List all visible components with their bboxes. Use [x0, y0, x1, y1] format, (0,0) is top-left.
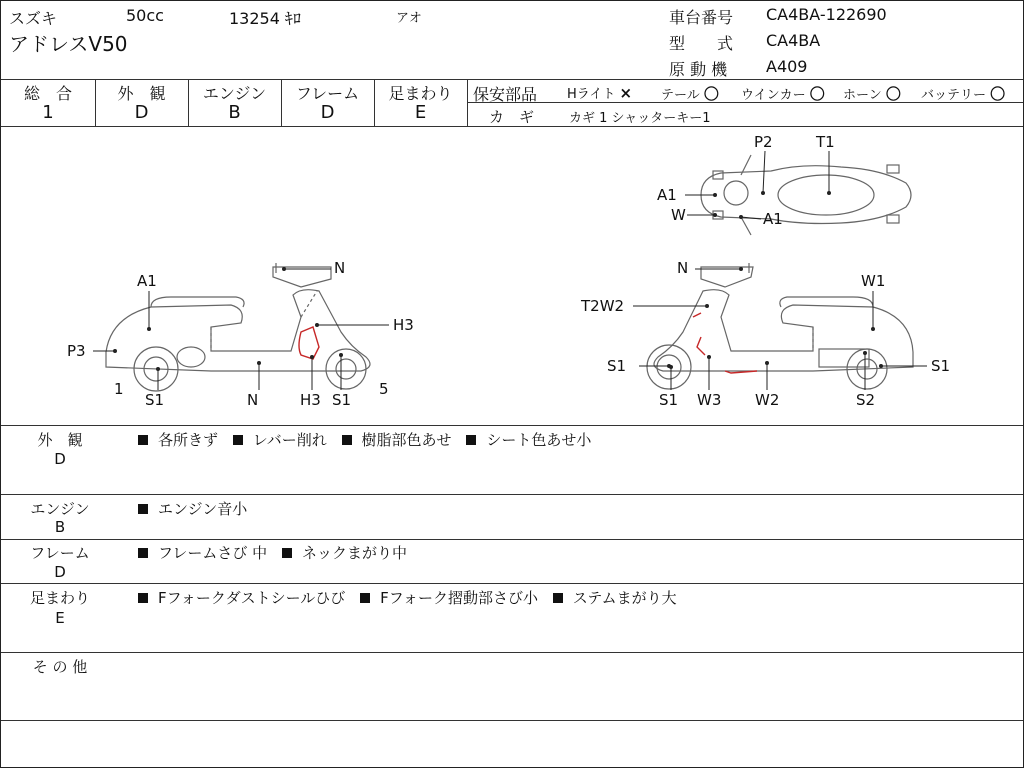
detail-frame-title: フレーム	[30, 544, 90, 562]
frame-number-label: 車台番号	[669, 8, 734, 27]
safety-headlight-name: Hライト	[567, 87, 616, 102]
label-t2w2: T2W2	[581, 297, 625, 315]
right-side-labels	[580, 259, 950, 409]
grade-table-top-border	[1, 79, 1023, 80]
engine-value: A409	[766, 57, 808, 76]
detail-item: エンジン音小	[158, 500, 248, 518]
bullet-square-icon	[553, 593, 563, 603]
label-n-left: N	[334, 259, 346, 277]
bullet-square-icon	[466, 435, 476, 445]
bullet-square-icon	[138, 504, 148, 514]
safety-winker-mark: 〇	[809, 85, 825, 103]
detail-exterior-grade: D	[54, 450, 66, 468]
damage-diagram	[1, 127, 1023, 425]
label-a1-top2: A1	[763, 210, 783, 228]
model-type-value: CA4BA	[766, 31, 821, 50]
label-s1-right-c: S1	[659, 391, 679, 409]
left-side-labels	[67, 259, 414, 409]
mileage: 13254 ｷﾛ	[229, 9, 301, 28]
detail-item: Fフォーク摺動部さび小	[380, 589, 538, 607]
detail-item: 樹脂部色あせ	[361, 431, 452, 449]
safety-parts-label: 保安部品	[473, 85, 538, 104]
label-s1-left-a: S1	[145, 391, 165, 409]
details-divider	[1, 583, 1023, 584]
safety-headlight-mark: ×	[619, 84, 633, 102]
detail-suspension-title: 足まわり	[29, 589, 90, 607]
label-h3-left: H3	[393, 316, 414, 334]
detail-item: ネックまがり中	[301, 544, 407, 562]
label-t1: T1	[816, 133, 835, 151]
label-5: 5	[379, 380, 389, 398]
detail-item: レバー削れ	[252, 431, 327, 449]
safety-taillight-mark: 〇	[703, 85, 719, 103]
key-value: カギ 1 シャッターキー1	[569, 111, 711, 126]
label-n-right: N	[677, 259, 689, 277]
left-side-damage-marks	[299, 327, 319, 359]
label-s1-right-b: S1	[931, 357, 951, 375]
grade-suspension-label: 足まわり	[388, 84, 453, 103]
safety-battery-name: バッテリー	[921, 88, 987, 103]
label-n-left-b: N	[247, 391, 259, 409]
safety-taillight	[661, 83, 719, 104]
maker: スズキ	[9, 9, 58, 28]
diagram-bottom-border	[1, 425, 1023, 426]
color: アオ	[396, 11, 422, 26]
detail-item: 各所きず	[158, 431, 219, 449]
label-a1-left: A1	[137, 272, 157, 290]
label-1: 1	[114, 380, 124, 398]
label-s1-right-a: S1	[607, 357, 627, 375]
safety-taillight-name: テール	[661, 88, 700, 103]
bullet-square-icon	[138, 593, 148, 603]
detail-frame-grade: D	[54, 563, 66, 581]
safety-horn-name: ホーン	[843, 88, 882, 103]
right-side-damage-marks	[693, 313, 757, 373]
detail-suspension-grade: E	[55, 609, 65, 627]
model-type-label: 型 式	[669, 34, 734, 53]
bullet-square-icon	[233, 435, 243, 445]
label-p2: P2	[754, 133, 773, 151]
grade-engine-value: B	[228, 102, 241, 123]
label-h3-left-b: H3	[300, 391, 321, 409]
detail-item: シート色あせ小	[486, 431, 592, 449]
frame-number-value: CA4BA-122690	[766, 5, 887, 24]
safety-winker	[741, 83, 825, 104]
grade-suspension-value: E	[414, 102, 427, 123]
detail-engine-title: エンジン	[30, 500, 90, 518]
detail-frame-items	[138, 542, 417, 563]
grade-overall-label: 総 合	[23, 84, 72, 103]
details-divider	[1, 720, 1023, 721]
label-a1-top: A1	[657, 186, 677, 204]
label-s2: S2	[856, 391, 876, 409]
safety-battery-mark: 〇	[990, 85, 1006, 103]
detail-engine-items	[138, 498, 257, 519]
key-label: カ ギ	[489, 108, 535, 126]
grade-overall-value: 1	[42, 102, 54, 123]
detail-suspension-items	[138, 587, 687, 608]
detail-item: ステムまがり大	[572, 589, 677, 607]
grade-divider	[467, 79, 468, 126]
safety-horn	[843, 83, 901, 104]
detail-item: フレームさび 中	[158, 544, 268, 562]
detail-other-title: そ の 他	[32, 658, 88, 676]
displacement: 50cc	[126, 6, 164, 25]
safety-headlight	[567, 83, 632, 102]
label-w1: W1	[861, 272, 886, 290]
label-s1-left-b: S1	[332, 391, 352, 409]
bullet-square-icon	[138, 548, 148, 558]
bullet-square-icon	[342, 435, 352, 445]
bullet-square-icon	[282, 548, 292, 558]
grade-engine-label: エンジン	[202, 84, 267, 103]
label-w2: W2	[755, 391, 780, 409]
label-w-top: W	[671, 206, 686, 224]
detail-item: Fフォークダストシールひび	[158, 589, 346, 607]
grade-frame-value: D	[320, 102, 335, 123]
detail-engine-grade: B	[54, 518, 66, 536]
grade-exterior-label: 外 観	[117, 84, 166, 103]
model-name: アドレスV50	[9, 32, 128, 56]
grade-frame-label: フレーム	[295, 84, 360, 103]
safety-winker-name: ウインカー	[741, 88, 806, 103]
detail-exterior-items	[138, 429, 601, 450]
detail-exterior-title: 外 観	[37, 431, 83, 449]
safety-horn-mark: 〇	[885, 85, 901, 103]
scooter-top-view	[701, 155, 911, 235]
details-divider	[1, 539, 1023, 540]
label-p3: P3	[67, 342, 86, 360]
details-divider	[1, 652, 1023, 653]
bullet-square-icon	[360, 593, 370, 603]
engine-label: 原 動 機	[669, 60, 728, 79]
details-divider	[1, 494, 1023, 495]
safety-battery	[921, 83, 1005, 104]
label-w3: W3	[697, 391, 722, 409]
grade-exterior-value: D	[134, 102, 149, 123]
bullet-square-icon	[138, 435, 148, 445]
